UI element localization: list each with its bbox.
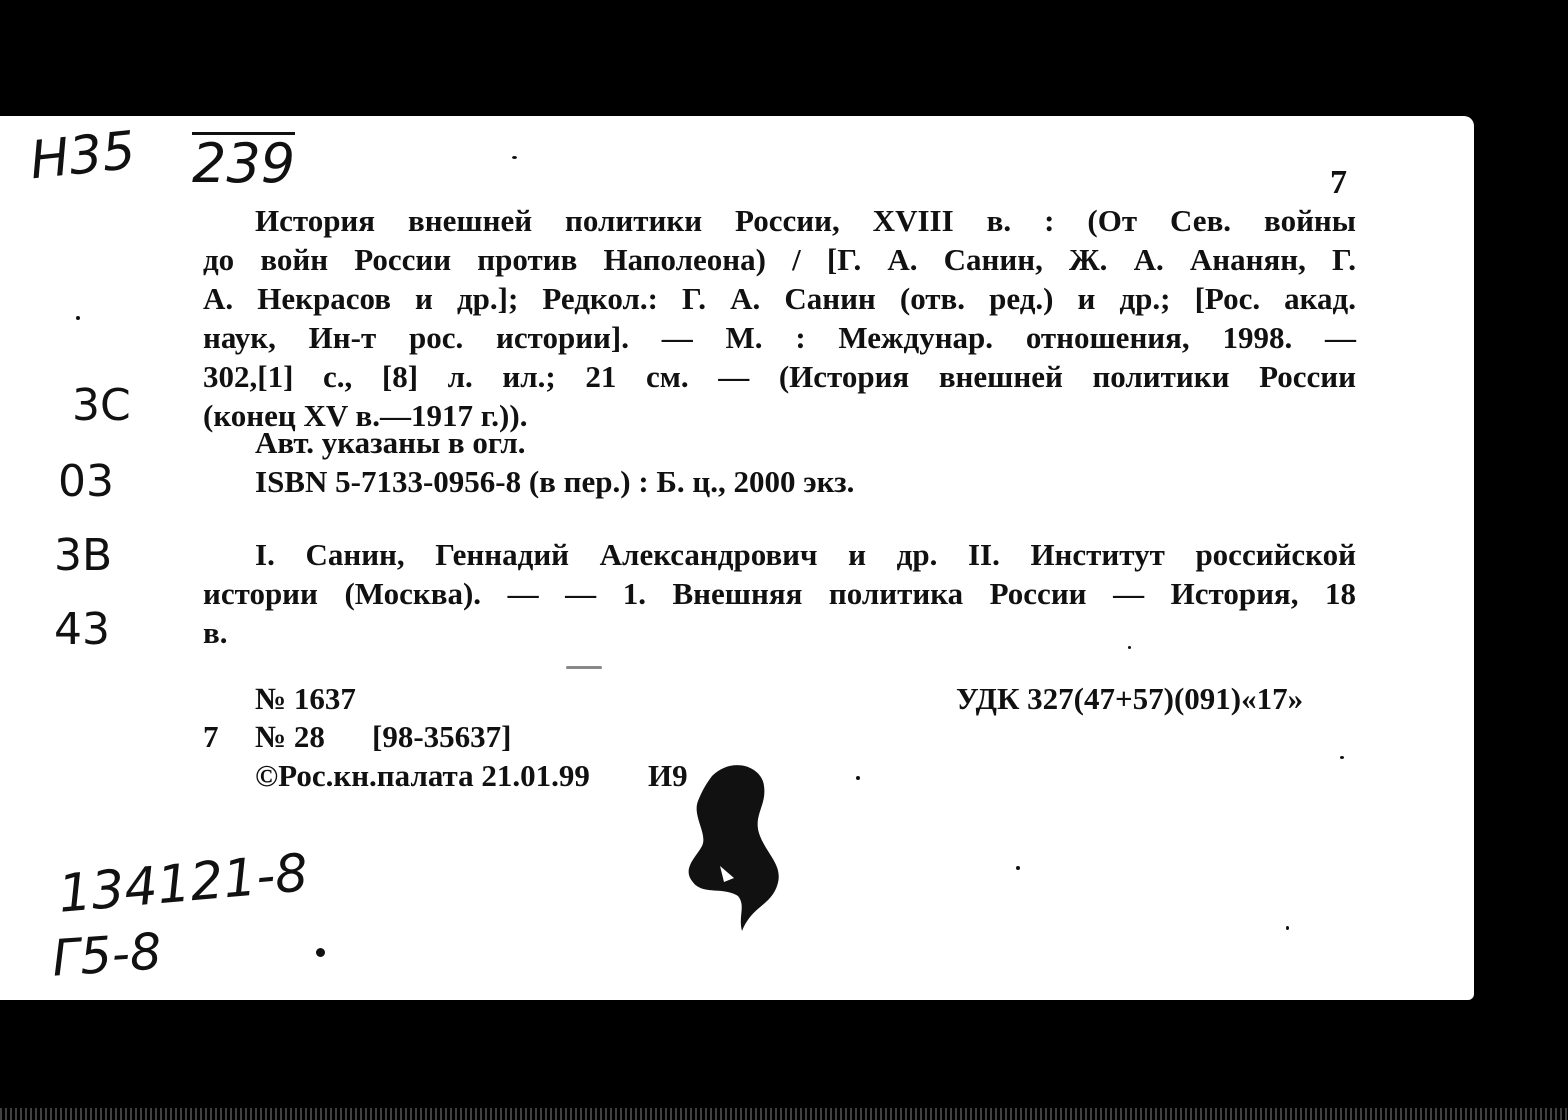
isbn-line: ISBN 5-7133-0956-8 (в пер.) : Б. ц., 2000 экз. (255, 464, 855, 499)
entry-line (203, 280, 1356, 318)
entry-line-text: А. Некрасов и др.]; Редкол.: Г. А. Санин (отв. ред.) и др.; [Рос. акад. (203, 281, 1356, 316)
tracing-line (203, 575, 1356, 613)
handwritten-inventory: 134121-8 (55, 843, 311, 925)
dust-speck (512, 156, 517, 159)
entry-line-text: (конец XV в.—1917 г.)). (203, 398, 528, 433)
book-chamber-suffix: И9 (648, 758, 688, 793)
ink-blot (672, 756, 792, 936)
authors-note: Авт. указаны в огл. (255, 425, 526, 460)
handwritten-inventory-sub: Г5-8 (50, 922, 164, 988)
dust-speck (1128, 646, 1131, 649)
tracing-line (203, 536, 1356, 574)
series-prefix: 7 (203, 719, 219, 754)
margin-code: 3С (72, 380, 131, 431)
dust-speck (566, 666, 602, 669)
udc-code: УДК 327(47+57)(091)«17» (956, 681, 1304, 716)
entry-line-text: 302,[1] с., [8] л. ил.; 21 см. — (История внешней политики России (203, 359, 1356, 394)
registration-number: [98-35637] (372, 719, 512, 754)
dust-speck (1016, 866, 1020, 870)
dust-speck (76, 316, 80, 320)
library-card (0, 116, 1474, 1000)
margin-code: 3В (54, 530, 113, 581)
dust-speck (1286, 926, 1289, 930)
margin-code: 43 (54, 604, 110, 655)
record-number: № 1637 (255, 681, 356, 716)
handwritten-shelf-code: Н35 (27, 120, 139, 192)
entry-line-text: История внешней политики России, XVIII в. : (От Сев. войны (255, 203, 1356, 238)
tracing-line-text: в. (203, 615, 228, 650)
page-number: 7 (1330, 164, 1347, 201)
tracing-line-text: истории (Москва). — — 1. Внешняя политика России — История, 18 (203, 576, 1356, 611)
handwritten-number: 239 (192, 132, 296, 195)
entry-line (203, 241, 1356, 279)
series-number: № 28 (255, 719, 325, 754)
margin-code: 03 (58, 456, 114, 507)
tracing-line (203, 614, 1356, 652)
dust-speck (316, 948, 325, 957)
entry-line-text: до войн России против Наполеона) / [Г. А. Санин, Ж. А. Ананян, Г. (203, 242, 1356, 277)
entry-line-text: наук, Ин-т рос. истории]. — М. : Междунар. отношения, 1998. — (203, 320, 1356, 355)
dust-speck (856, 776, 860, 780)
dust-speck (1340, 756, 1344, 759)
entry-line (203, 358, 1356, 396)
entry-line (203, 202, 1356, 240)
tracing-line-text: I. Санин, Геннадий Александрович и др. II. Институт российской (255, 537, 1356, 572)
book-chamber-line: ©Рос.кн.палата 21.01.99 (255, 758, 590, 793)
entry-line (203, 319, 1356, 357)
scan-edge-noise (0, 1108, 1568, 1120)
